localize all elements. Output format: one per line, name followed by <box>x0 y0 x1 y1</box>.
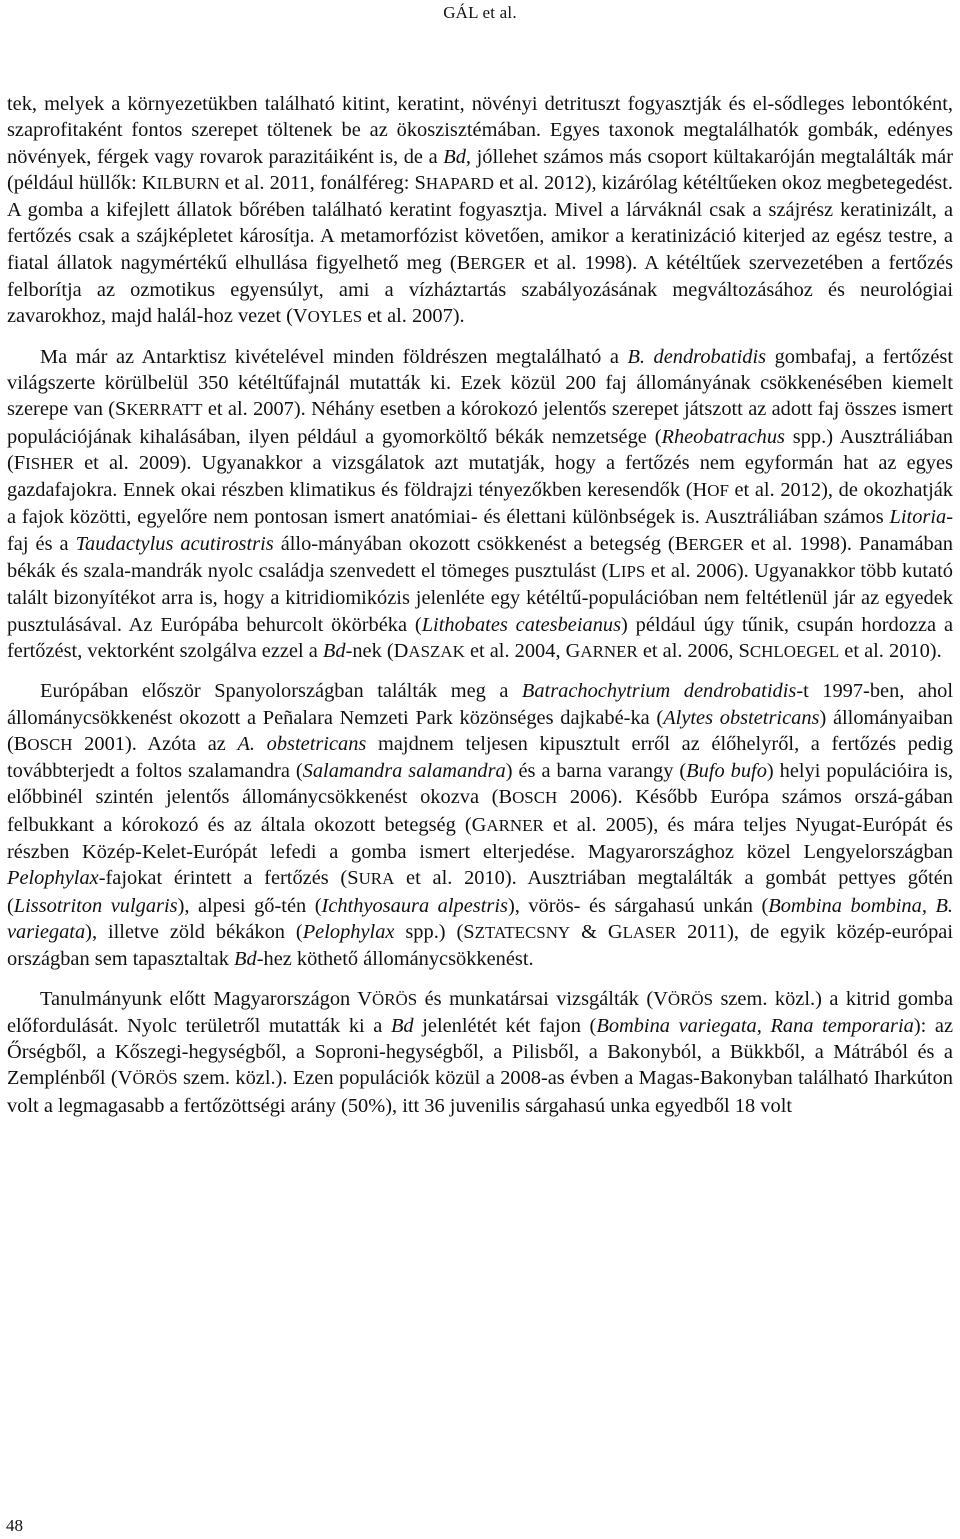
italic-run: Lissotriton vulgaris <box>13 894 178 917</box>
text-run: et al. 2006). Ugyanakkor több kutató talált bizonyítékot arra is, hogy a kitridiomikózis jelenléte egy kétéltű-populációban nem feltétlenül jár az egyedek pusztulásával. Az Európába behurcolt ökörbéka ( <box>7 560 953 636</box>
text-run: et al. 2004, G <box>464 639 581 662</box>
small-caps-run: ERGER <box>688 534 744 554</box>
text-run: et al. 1998). A kétéltűek szervezetében a fertőzés felborítja az ozmotikus egyensúlyt, ami a vízháztartás szabályozásának megváltozásához és neurológiai zavarokhoz, majd halál-hoz vezet (V <box>7 251 954 328</box>
text-run: ) helyi populációira is, előbbinél szintén jelentős állománycsökkenést okozva (B <box>7 760 953 809</box>
text-run: -hez köthető állománycsökkenést. <box>256 948 534 971</box>
text-run: et al. 2007). <box>362 305 465 328</box>
italic-run: Pelophylax <box>302 920 395 943</box>
text-run: ), alpesi gő-tén ( <box>177 894 322 917</box>
text-run: -t 1997-ben, ahol állománycsökkenést okozott a Peñalara Nemzeti Park közönséges dajkabé-ka ( <box>7 680 953 729</box>
italic-run: Rheobatrachus <box>661 425 785 448</box>
text-run: et al. 2010). <box>839 639 942 662</box>
small-caps-run: OSCH <box>512 788 558 808</box>
italic-run: Alytes obstetricans <box>663 706 820 729</box>
small-caps-run: ARNER <box>580 641 638 661</box>
paragraph <box>7 91 953 331</box>
text-run: et al. 2010). Ausztriában megtalálták a gombát pettyes gőtén ( <box>7 867 954 917</box>
text-run: 2001). Azóta az <box>72 732 238 755</box>
text-run: ), illetve zöld békákon ( <box>85 920 303 943</box>
text-run: et al. 2009). Ugyanakkor a vizsgálatok azt mutatják, hogy a fertőzés nem egyformán hat az egyes gazdafajokra. Ennek okai részben klimatikus és földrajzi tényezőkben keresendők (H <box>7 451 953 502</box>
italic-run: Bd <box>443 145 466 168</box>
small-caps-run: IPS <box>620 562 646 582</box>
text-run: jelenlétét két fajon ( <box>413 1014 597 1037</box>
small-caps-run: ISHER <box>25 453 75 473</box>
text-run: et al. 2005), és mára teljes Nyugat-Európát és részben Közép-Kelet-Európát lefedi a gomba ismert elterjedése. Magyarországhoz közel Lengyelországban <box>7 813 953 864</box>
body-text <box>7 91 953 1119</box>
paragraph <box>7 678 953 972</box>
small-caps-run: OF <box>707 481 729 501</box>
running-head: GÁL et al. <box>443 3 517 22</box>
text-run: szem. közl.). Ezen populációk közül a 2008-as évben a Magas-Bakonyban található Iharkúton volt a legmagasabb a fertőzöttségi arány (50%), itt 36 juvenilis sárgahasú unka egyedből 18 volt <box>7 1067 953 1117</box>
text-run: ) és a barna varangy ( <box>505 760 687 783</box>
text-run: Tanulmányunk előtt Magyarországon V <box>40 987 373 1010</box>
text-run: állo-mányában okozott csökkenést a betegség (B <box>273 532 689 555</box>
text-run: , jóllehet számos más csoport kültakaróján megtalálták már (például hüllők: K <box>7 145 954 194</box>
italic-run: Bd <box>322 639 346 662</box>
text-run: tek, melyek a környezetükben található kitint, keratint, növényi detrituszt fogyasztják és el-sődleges lebontóként, szaprofitaként fontos szerepet töltenek be az ökoszisztémában. Egyes taxonok megtalálhatók gombák, edényes növények, férgek vagy rovarok parazitáiként is, de a <box>7 93 953 168</box>
italic-run: B. dendrobatidis <box>627 345 767 368</box>
small-caps-run: ILBURN <box>156 173 220 193</box>
page-number: 48 <box>6 1516 23 1535</box>
text-run: -nek (D <box>345 639 409 662</box>
small-caps-run: URA <box>358 869 395 889</box>
italic-run: Batrachochytrium dendrobatidis <box>521 680 797 703</box>
italic-run: Rana temporaria <box>770 1014 914 1037</box>
small-caps-run: OSCH <box>27 734 73 754</box>
text-run: et al. 2006, S <box>637 639 750 662</box>
italic-run: Ichthyosaura alpestris <box>321 894 508 917</box>
small-caps-run: OYLES <box>307 307 363 327</box>
text-run: majdnem teljesen kipusztult erről az élőhelyről, a fertőzés pedig továbbterjedt a foltos szalamandra ( <box>7 732 953 783</box>
text-run: et al. 2012), de okozhatják a fajok közötti, egyelőre nem pontosan ismert anatómiai- és élettani különbségek is. Ausztráliában számos <box>7 479 953 529</box>
small-caps-run: ARNER <box>486 815 544 835</box>
text-run: et al. 1998). Panamában békák és szala-mandrák nyolc családja szenvedett el tömeges pusztulást (L <box>7 532 954 583</box>
small-caps-run: ASZAK <box>408 641 465 661</box>
text-run: ) állományaiban (B <box>7 706 954 755</box>
text-run: spp.) (S <box>394 920 475 943</box>
text-run: és munkatársai vizsgálták (V <box>417 987 668 1010</box>
text-run: 2006). Később Európa számos orszá-gában felbukkant a kórokozó és az általa okozott betegség (G <box>7 786 953 836</box>
italic-run: Taudactylus acutirostris <box>75 532 274 555</box>
text-run: ), vörös- és sárgahasú unkán ( <box>507 894 769 917</box>
small-caps-run: ÖRÖS <box>132 1069 178 1089</box>
text-run: Ma már az Antarktisz kivételével minden földrészen megtalálható a <box>40 345 628 368</box>
italic-run: Bd <box>234 948 257 971</box>
text-run: & G <box>570 920 623 943</box>
text-run: spp.) Ausztráliában (F <box>7 425 953 474</box>
text-run: szem. közl.) a kitrid gomba előfordulását. Nyolc területről mutatták ki a <box>7 987 954 1037</box>
italic-run: Bufo bufo <box>686 760 767 783</box>
text-run: gombafaj, a fertőzést világszerte körülbelül 350 kétéltűfajnál mutatták ki. Ezek közül 200 faj állományának csökkenésében kiemelt szerepe van (S <box>7 345 953 421</box>
italic-run: Litoria <box>889 506 947 529</box>
small-caps-run: ERGER <box>470 253 526 273</box>
small-caps-run: ÖRÖS <box>372 989 418 1009</box>
text-run: ): az Őrségből, a Kőszegi-hegységből, a Soproni-hegységből, a Pilisből, a Bakonyból, a Bükkből, a Mátrából és a Zemplénből (V <box>7 1014 953 1090</box>
small-caps-run: CHLOEGEL <box>749 641 840 661</box>
italic-run: A. obstetricans <box>237 732 367 755</box>
small-caps-run: HAPARD <box>425 173 494 193</box>
text-run: Európában először Spanyolországban találták meg a <box>40 680 522 703</box>
small-caps-run: ZTATECSNY <box>474 922 571 942</box>
text-run: et al. 2011, fonálféreg: S <box>219 171 426 194</box>
text-run: -fajokat érintett a fertőzés (S <box>98 867 359 890</box>
text-run: -faj és a <box>7 506 953 555</box>
text-run: et al. 2007). Néhány esetben a kórokozó jelentős szerepet játszott az adott faj összes ismert populációjának kihalásában, ilyen például a gyomorköltő békák nemzetsége ( <box>7 398 953 448</box>
italic-run: Pelophylax <box>7 867 99 890</box>
text-run: ) például úgy tűnik, csupán hordozza a fertőzést, vektorként szolgálva ezzel a <box>7 613 954 662</box>
small-caps-run: LASER <box>622 922 677 942</box>
text-run: et al. 2012), kizárólag kétéltűeken okoz megbetegedést. A gomba a kifejlett állatok bőrében található keratint fogyasztja. Mivel a lárváknál csak a szájrész keratinizált, a fertőzés csak a szájképletet károsítja. A metamorfózist követően, amikor a keratinizáció kiterjed az egész testre, a fiatal állatok nagymértékű elhullása figyelhető meg (B <box>7 171 953 274</box>
small-caps-run: ÖRÖS <box>667 989 713 1009</box>
italic-run: Bombina bombina, B. variegata <box>7 894 954 943</box>
italic-run: Lithobates catesbeianus <box>421 613 622 636</box>
paragraph <box>7 344 953 666</box>
text-run: 2011), de egyik közép-európai országban sem tapasztaltak <box>7 920 953 971</box>
italic-run: Salamandra salamandra <box>302 760 506 783</box>
text-run: , <box>756 1014 771 1037</box>
small-caps-run: KERRATT <box>126 400 203 420</box>
italic-run: Bd <box>390 1014 414 1037</box>
italic-run: Bombina variegata <box>596 1014 757 1037</box>
paragraph <box>7 986 953 1119</box>
